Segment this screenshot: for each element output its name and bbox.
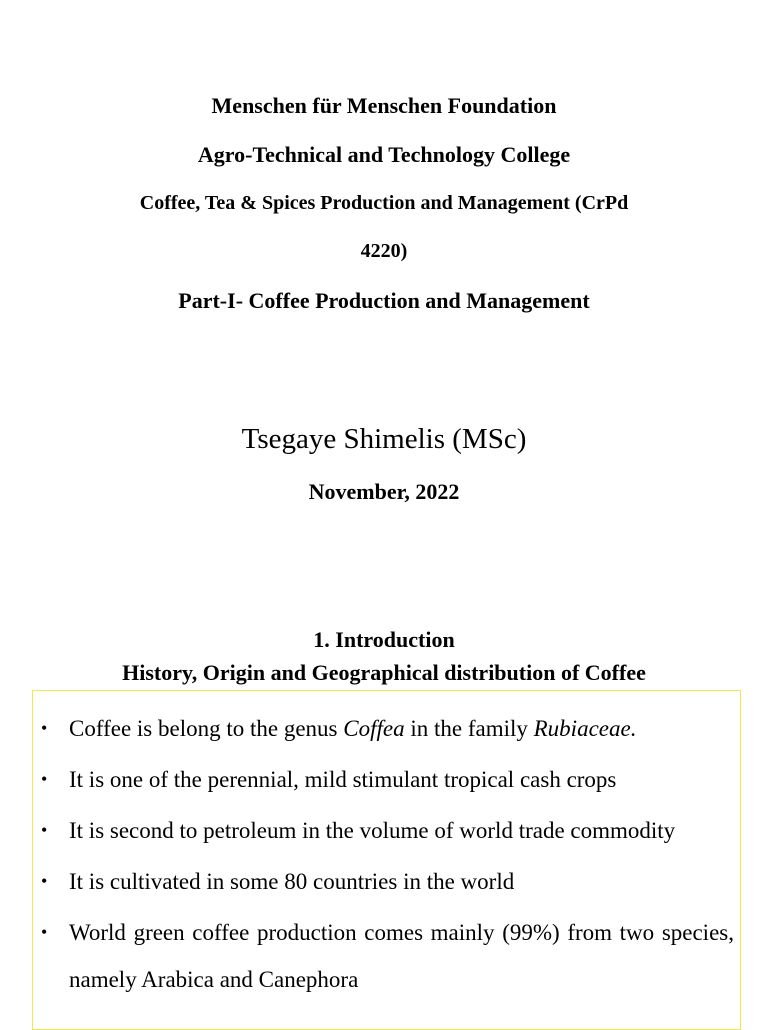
bullet-icon: • (41, 820, 48, 840)
bullet-icon: • (41, 871, 48, 891)
section-title: 1. Introduction (313, 627, 455, 652)
bullet-icon: • (41, 769, 48, 789)
course-title-line1: Coffee, Tea & Spices Production and Management (CrPd (139, 192, 629, 214)
presentation-date: November, 2022 (308, 479, 460, 504)
section-subtitle: History, Origin and Geographical distribution of Coffee (122, 660, 646, 685)
bullet-item: • It is second to petroleum in the volume of world trade commodity (33, 807, 740, 854)
bullet-list (33, 705, 740, 1007)
bullet-item: • It is one of the perennial, mild stimulant tropical cash crops (33, 756, 740, 803)
course-title-line2: 4220) (360, 240, 408, 262)
bullet-item: • World green coffee production comes mainly (99%) from two species, namely Arabica and Canephora (33, 909, 740, 1003)
college-name: Agro-Technical and Technology College (197, 142, 571, 167)
author-name: Tsegaye Shimelis (MSc) (241, 423, 527, 455)
part-title: Part-I- Coffee Production and Management (178, 288, 590, 313)
bullet-content-box (32, 690, 741, 1030)
foundation-name: Menschen für Menschen Foundation (211, 93, 557, 118)
bullet-item: • Coffee is belong to the genus Coffea in the family Rubiaceae. (33, 705, 740, 752)
bullet-icon: • (41, 718, 48, 738)
bullet-item: • It is cultivated in some 80 countries in the world (33, 858, 740, 905)
bullet-icon: • (41, 922, 48, 942)
